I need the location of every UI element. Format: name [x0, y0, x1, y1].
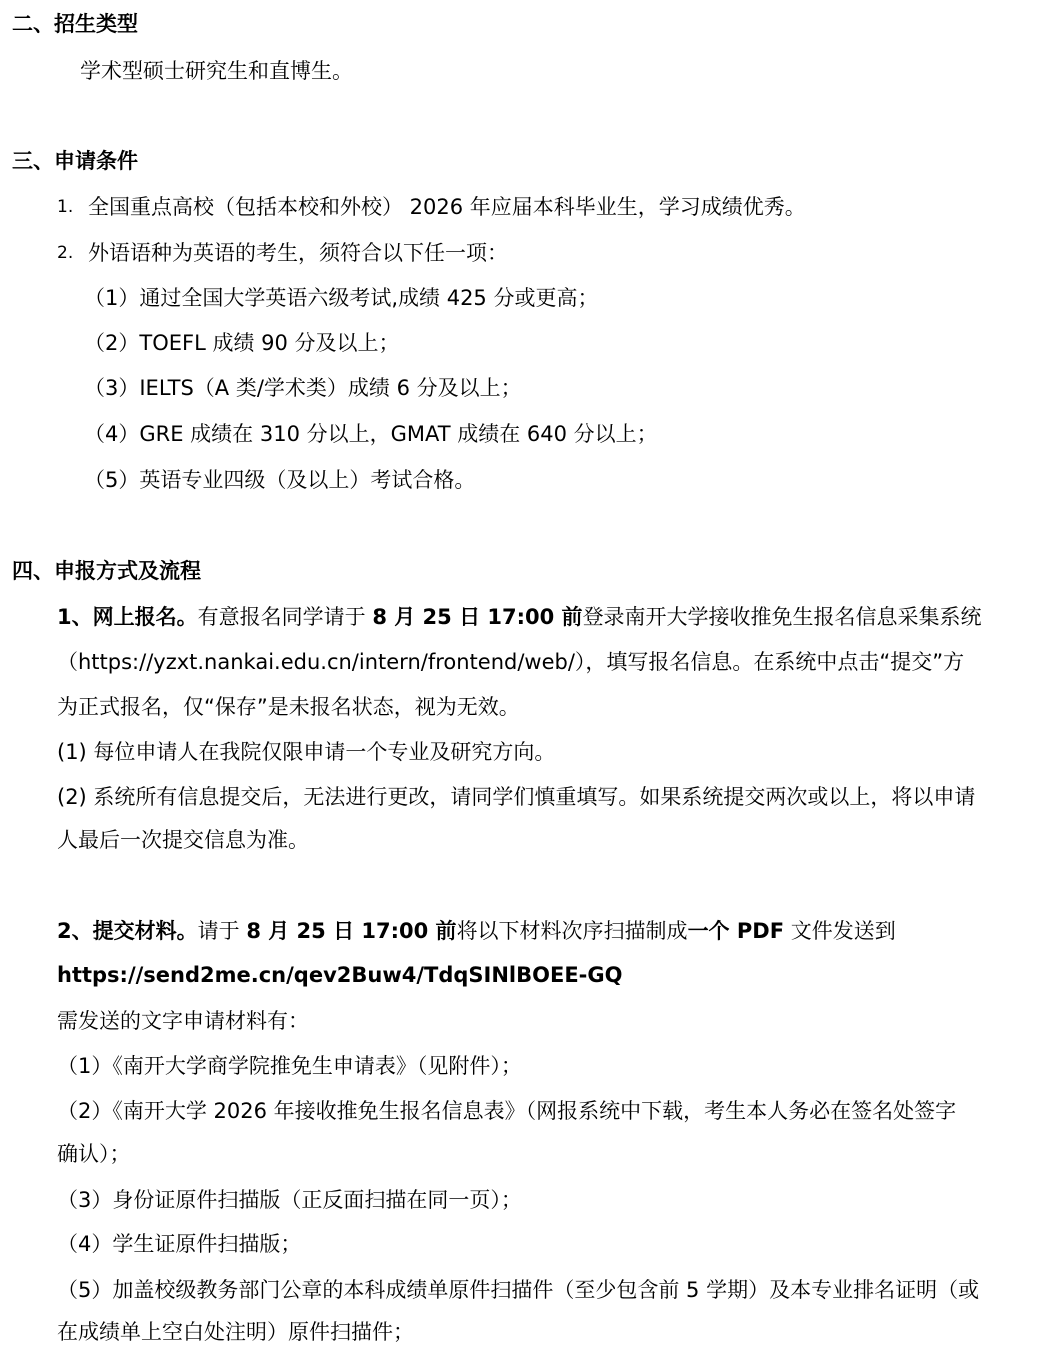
online-registration-line-1: [57, 602, 982, 632]
online-registration-deadline: 8 月 25 日 17:00 前: [372, 605, 583, 629]
online-registration-title: 1、网上报名。: [57, 605, 198, 629]
materials-intro: 需发送的文字申请材料有：: [57, 1009, 309, 1033]
online-registration-text-a: 有意报名同学请于: [197, 605, 373, 629]
submit-materials-one-pdf: 一个 PDF: [687, 919, 785, 943]
condition-item-1: 全国重点高校（包括本校和外校） 2026 年应届本科毕业生，学习成绩优秀。: [88, 195, 806, 219]
registration-rule-2-line-1: (2) 系统所有信息提交后，无法进行更改，请同学们慎重填写。如果系统提交两次或以上，将以申请: [57, 785, 976, 809]
material-item-1: （1）《南开大学商学院推免生申请表》（见附件）；: [57, 1054, 522, 1078]
english-requirement-4: （4）GRE 成绩在 310 分以上，GMAT 成绩在 640 分以上；: [84, 422, 658, 446]
section-heading-procedure: 四、申报方式及流程: [12, 559, 201, 583]
material-item-5-line-1: （5）加盖校级教务部门公章的本科成绩单原件扫描件（至少包含前 5 学期）及本专业排名证明（或: [57, 1278, 980, 1302]
english-requirement-2: （2）TOEFL 成绩 90 分及以上；: [84, 331, 400, 355]
submit-materials-text-c: 文件发送到: [784, 919, 896, 943]
material-item-4: （4）学生证原件扫描版；: [57, 1232, 302, 1256]
registration-note-line: 为正式报名，仅“保存”是未报名状态，视为无效。: [57, 695, 520, 719]
enrollment-type-text: 学术型硕士研究生和直博生。: [80, 59, 353, 83]
submit-materials-text-b: 将以下材料次序扫描制成: [456, 919, 688, 943]
english-requirement-3: （3）IELTS（A 类/学术类）成绩 6 分及以上；: [84, 376, 522, 400]
section-heading-enrollment-type: 二、招生类型: [12, 12, 138, 36]
submit-materials-text-a: 请于: [197, 919, 247, 943]
condition-item-2: 外语语种为英语的考生，须符合以下任一项：: [88, 241, 508, 265]
material-item-2-line-2: 确认）；: [57, 1142, 131, 1166]
registration-system-url-line: （https://yzxt.nankai.edu.cn/intern/frontend/web/），填写报名信息。在系统中点击“提交”方: [57, 650, 965, 674]
english-requirement-1: （1）通过全国大学英语六级考试,成绩 425 分或更高；: [84, 286, 599, 310]
list-number-1: 1.: [57, 197, 74, 217]
section-heading-conditions: 三、申请条件: [12, 149, 138, 173]
list-number-2: 2.: [57, 243, 74, 263]
material-item-5-line-2: 在成绩单上空白处注明）原件扫描件；: [57, 1320, 414, 1344]
submission-url[interactable]: https://send2me.cn/qev2Buw4/TdqSINlBOEE-GQ: [57, 963, 623, 987]
online-registration-text-b: 登录南开大学接收推免生报名信息采集系统: [582, 605, 982, 629]
material-item-2-line-1: （2）《南开大学 2026 年接收推免生报名信息表》（网报系统中下载，考生本人务必在签名处签字: [57, 1099, 957, 1123]
material-item-3: （3）身份证原件扫描版（正反面扫描在同一页）；: [57, 1188, 522, 1212]
registration-rule-2-line-2: 人最后一次提交信息为准。: [57, 828, 309, 852]
submit-materials-line-1: [57, 916, 896, 946]
submit-materials-deadline: 8 月 25 日 17:00 前: [246, 919, 457, 943]
english-requirement-5: （5）英语专业四级（及以上）考试合格。: [84, 468, 476, 492]
registration-rule-1: (1) 每位申请人在我院仅限申请一个专业及研究方向。: [57, 740, 556, 764]
submit-materials-title: 2、提交材料。: [57, 919, 198, 943]
